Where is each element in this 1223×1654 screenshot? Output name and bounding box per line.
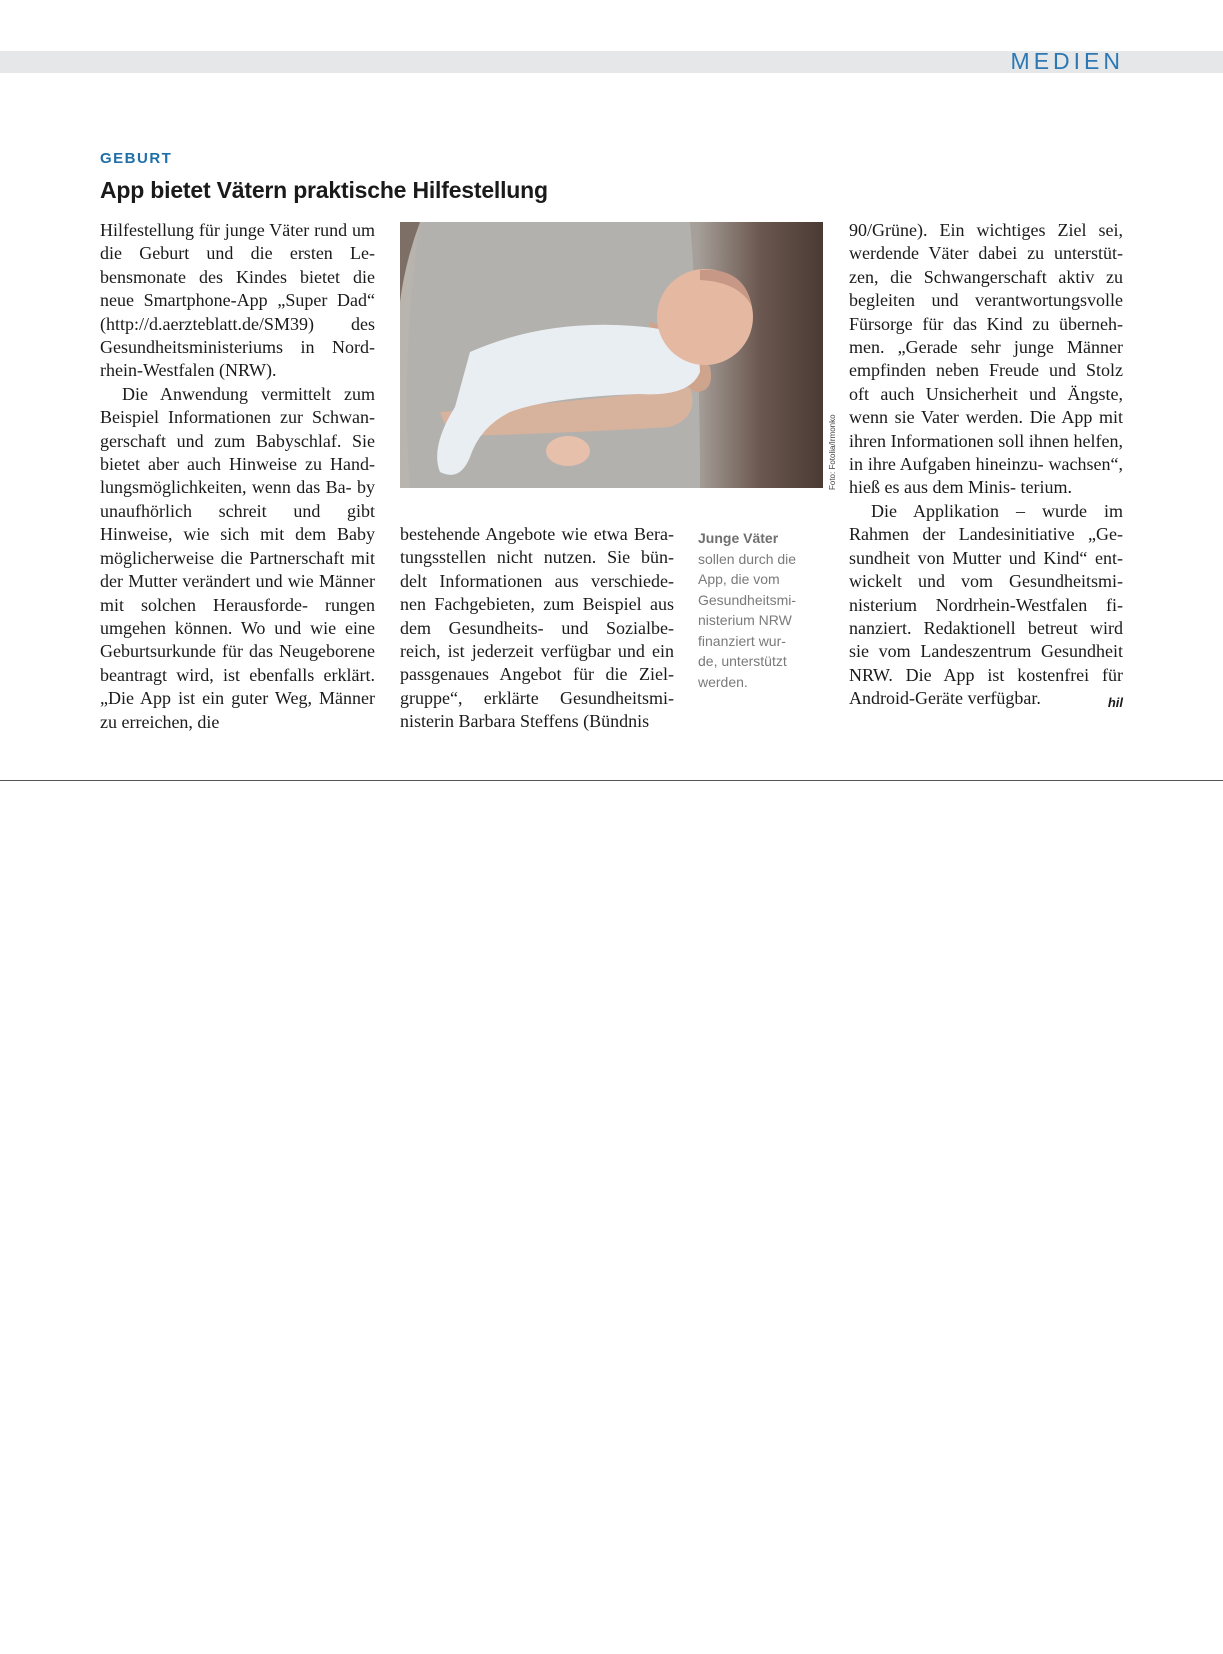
article-headline: App bietet Vätern praktische Hilfestellung <box>100 177 548 203</box>
paragraph-2: Die Anwendung vermittelt zum Beispiel Informationen zur Schwan- gerschaft und zum Babyschlaf. Sie bietet aber auch Hinweise zu Hand- lungsmöglichkeiten, wenn das Ba- by unaufhörlich schreit und gibt Hinweise, wie sich mit dem Baby möglicherweise die Partnerschaft mit der Mutter verändert und wie Männer mit solchen Herausforde- rungen umgehen können. Wo und wie eine Geburtsurkunde für das Neugeborene beantragt wird, ist ebenfalls erklärt. „Die App ist ein guter Weg, Männer zu erreichen, die <box>100 383 376 732</box>
article-column-1 <box>100 219 375 734</box>
photo-credit: Foto: Fotolia/Irmonko <box>828 414 837 490</box>
article-photo <box>400 222 823 488</box>
photo-caption: Junge Väter sollen durch die App, die vom Gesundheitsmi- nisterium NRW finanziert wur- de, unterstützt werden. <box>698 528 813 692</box>
caption-title: Junge Väter <box>698 530 779 546</box>
author-byline: hil <box>1107 695 1123 711</box>
bottom-divider <box>0 780 1223 781</box>
paragraph-5: Die Applikation – wurde im Rahmen der Landesinitiative „Ge- sundheit von Mutter und Kind“ ent- wickelt und vom Gesundheitsmi- nisterium Nordrhein-Westfalen fi- nanziert. Redaktionell betreut wird sie vom Landeszentrum Gesundheit NRW. Die App ist kostenfrei für Android-Geräte verfügbar. hil <box>849 500 1123 711</box>
paragraph-1: Hilfestellung für junge Väter rund um die Geburt und die ersten Le- bensmonate des Kindes bietet die neue Smartphone-App „Super Dad“ (http://d.aerzteblatt.de/SM39) des Gesundheitsministeriums in Nord- rhein-Westfalen (NRW). <box>100 220 375 381</box>
article-kicker: GEBURT <box>100 150 173 167</box>
paragraph-3: bestehende Angebote wie etwa Bera- tungsstellen nicht nutzen. Sie bün- delt Informationen aus verschiede- nen Fachgebieten, zum Beispiel aus dem Gesundheits- und Sozialbe- reich, ist jederzeit verfügbar und ein passgenaues Angebot für die Ziel- gruppe“, erklärte Gesundheitsmi- nisterin Barbara Steffens (Bündnis <box>400 524 674 732</box>
article-column-3 <box>849 219 1123 715</box>
paragraph-4: 90/Grüne). Ein wichtiges Ziel sei, werdende Väter dabei zu unterstüt- zen, die Schwangerschaft aktiv zu begleiten und verantwortungsvolle Fürsorge für das Kind zu überneh- men. „Gerade sehr junge Männer empfinden neben Freude und Stolz oft auch Unsicherheit und Ängste, wenn sie Vater werden. Die App mit ihren Informationen soll ihnen helfen, in ihre Aufgaben hineinzu- wachsen“, hieß es aus dem Minis- terium. <box>849 220 1124 498</box>
article-column-2 <box>400 523 674 734</box>
section-label: MEDIEN <box>1010 48 1124 74</box>
